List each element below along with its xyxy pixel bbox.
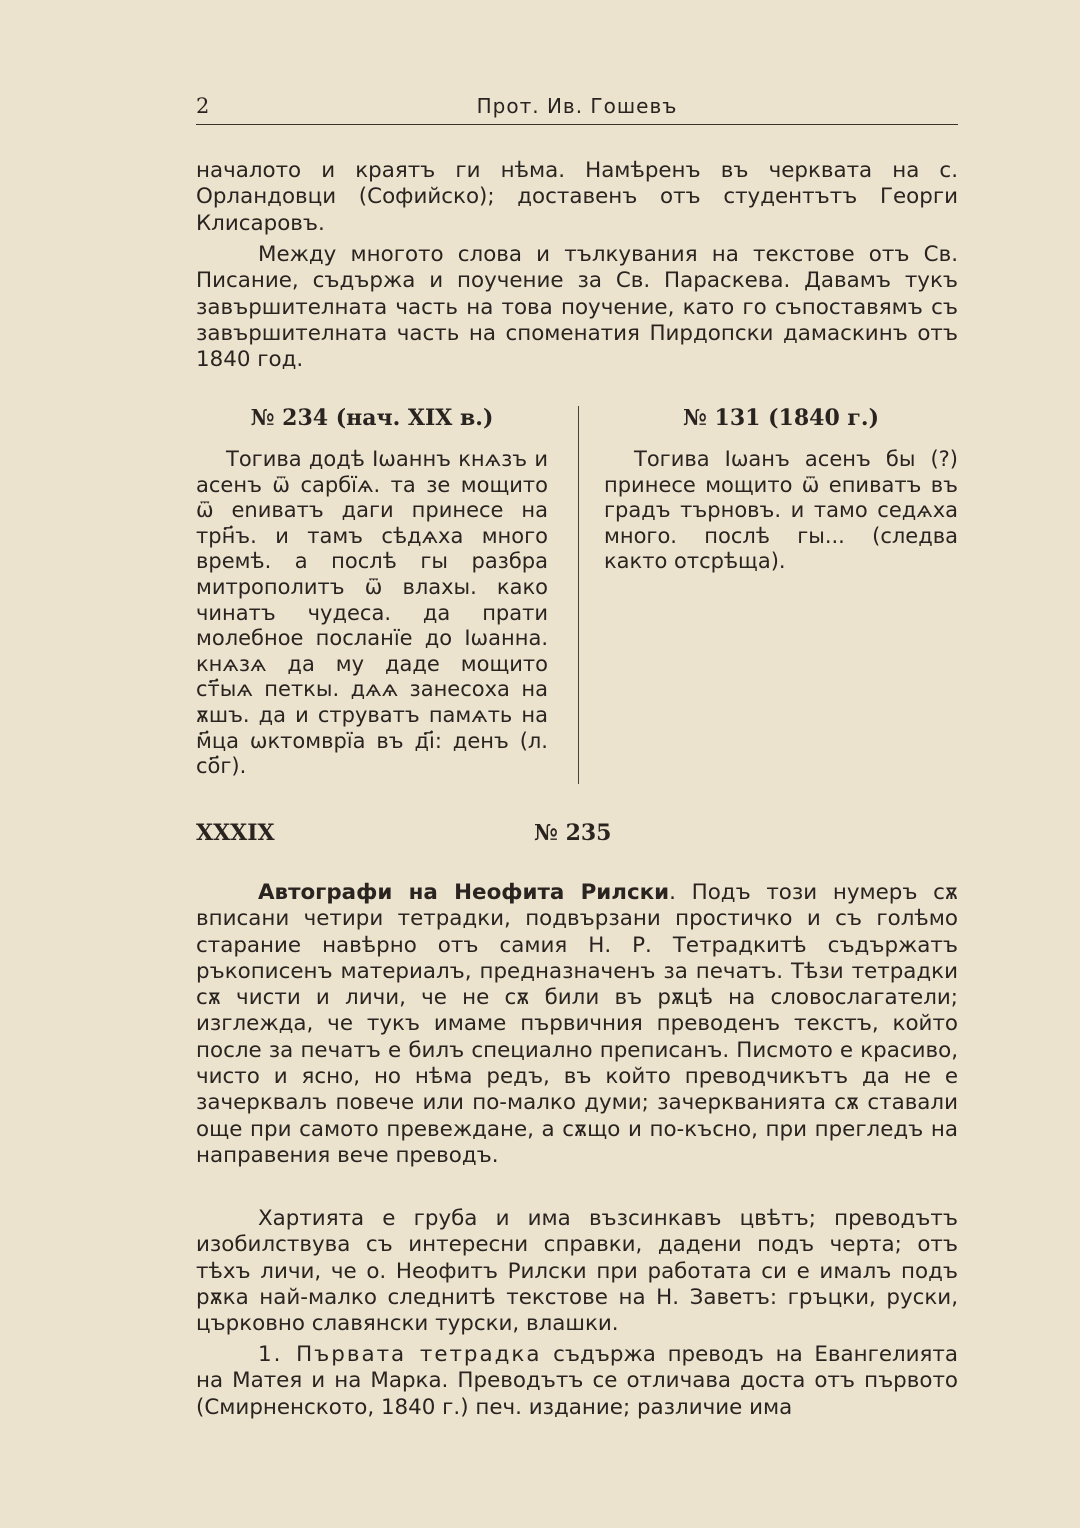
left-column bbox=[196, 403, 548, 780]
first-notebook-label: 1. Първата тетрадка bbox=[258, 1342, 542, 1367]
right-column-body: Тогива Іѡанъ асенъ бы (?) принесе мощито ѿ епиватъ въ градъ търновъ. и тамо седѧха много. послѣ гы... (следва както отсрѣща). bbox=[604, 447, 958, 574]
intro-paragraph-1: началото и краятъ ги нѣма. Намѣренъ въ черквата на с. Орландовци (Софийско); доставенъ отъ студентътъ Георги Клисаровъ. bbox=[196, 158, 958, 236]
left-column-body: Тогива додѣ Іѡаннъ кнѧзъ и асенъ ѿ сарбїѧ. та зе мощито ѿ еnиватъ даги принесе на трн҃ъ. и тамъ сѣдѧха много времѣ. а послѣ гы разбра митрополитъ ѿ влахы. како чинатъ чудеса. да прати молебное посланїе до Іѡанна. кнѧзѧ да му даде мощито ст҃ыѧ петкы. дѧѧ занесоха на ѫшъ. да и струватъ памѧть на м҃ца ѡктомврїа въ дı҃: денъ (л. со҃г). bbox=[196, 447, 548, 779]
left-column-title: № 234 (нач. XIX в.) bbox=[250, 405, 494, 431]
intro-paragraph-2: Между многото слова и тълкувания на текстове отъ Св. Писание, съдържа и поучение за Св. Параскева. Давамъ тукъ завършителната часть на това поучение, като го съпоставямъ съ завършителната часть на споменатия Пирдопски дамаскинъ отъ 1840 год. bbox=[196, 242, 958, 373]
right-column bbox=[604, 403, 958, 575]
right-column-title: № 131 (1840 г.) bbox=[682, 405, 879, 431]
section-paragraph-1 bbox=[196, 880, 958, 1169]
page-header bbox=[196, 94, 958, 124]
section-paragraph-3-text: съдържа преводъ на Евангелията на Матея и на Марка. Преводътъ се отличава доста отъ първото (Смирненското, 1840 г.) печ. издание; различие има bbox=[196, 1342, 958, 1420]
column-divider bbox=[578, 406, 579, 784]
section-paragraph-3 bbox=[196, 1342, 958, 1421]
page-number: 2 bbox=[196, 94, 210, 118]
section-paragraph-1-text: . Подъ този нумеръ сѫ вписани четири тетрадки, подвързани простичко и съ голѣмо старание навѣрно отъ самия Н. Р. Тетрадкитѣ съдържатъ ръкописенъ материалъ, предназначенъ за печатъ. Тѣзи тетрадки сѫ чисти и личи, че не сѫ били въ рѫцѣ на словослагатели; изглежда, че тукъ имаме първичния преводенъ текстъ, който после за печатъ е билъ специално преписанъ. Писмото е красиво, чисто и ясно, но нѣма редъ, въ който преводчикътъ да не е зачерквалъ повече или по-малко думи; зачеркванията сѫ ставали още при самото превеждане, а сѫщо и по-късно, при прегледъ на направения вече преводъ. bbox=[196, 880, 958, 1168]
section-number: № 235 bbox=[534, 820, 612, 846]
running-head: Прот. Ив. Гошевъ bbox=[476, 94, 678, 118]
section-heading: Автографи на Неофита Рилски bbox=[258, 880, 670, 905]
header-rule bbox=[196, 124, 958, 125]
section-paragraph-2: Хартията е груба и има възсинкавъ цвѣтъ; преводътъ изобилствува съ интересни справки, дадени подъ черта; отъ тѣхъ личи, че о. Неофитъ Рилски при работата си е ималъ подъ рѫка най-малко следнитѣ текстове на Н. Заветъ: гръцки, руски, църковно славянски турски, влашки. bbox=[196, 1206, 958, 1337]
section-roman-numeral: XXXIX bbox=[196, 820, 275, 846]
